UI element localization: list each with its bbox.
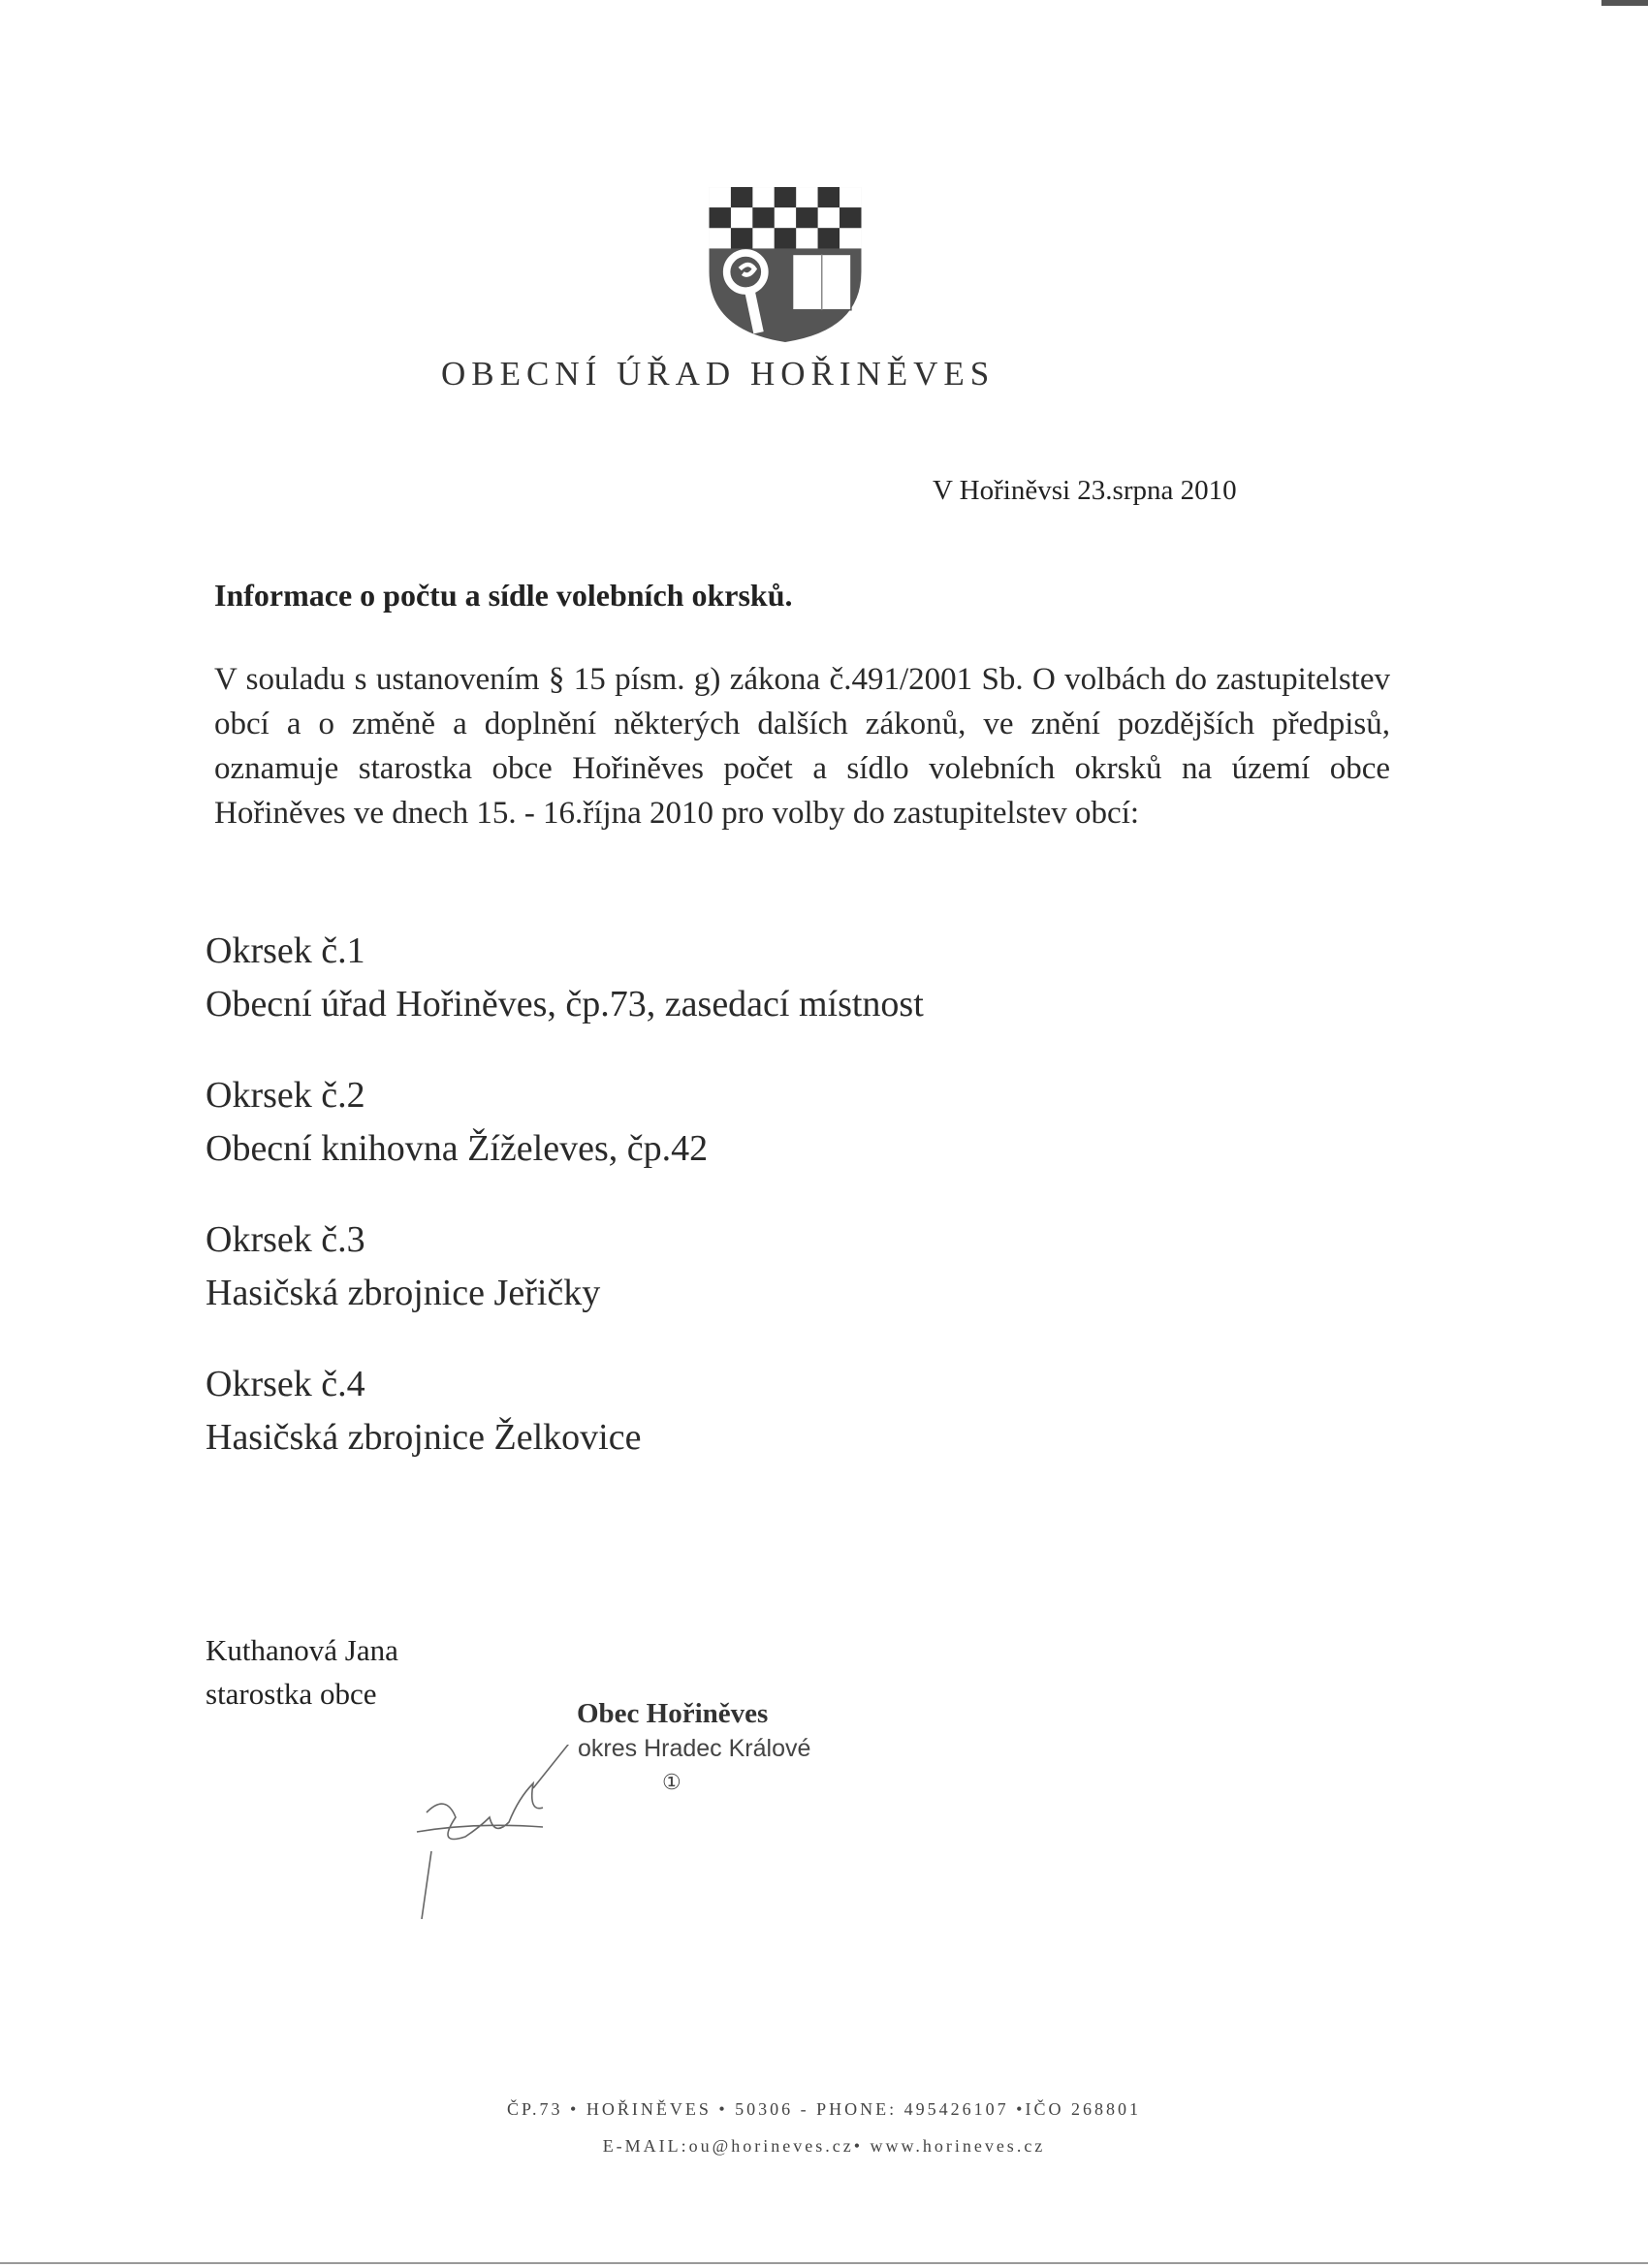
district-2 [206,1069,708,1176]
crest-check [775,187,796,207]
district-location: Obecní knihovna Žíželeves, čp.42 [206,1128,709,1169]
crest-check [796,228,817,248]
crest-check [775,207,796,228]
district-title: Okrsek č.2 [206,1075,365,1116]
scan-edge-mark [1601,0,1648,6]
district-location: Obecní úřad Hořiněves, čp.73, zasedací místnost [206,984,924,1024]
signatory [206,1628,398,1716]
crest-check [731,207,752,228]
letter-paragraph: V souladu s ustanovením § 15 písm. g) zákona č.491/2001 Sb. O volbách do zastupitelstev obcí a o změně a doplnění některých dalších zákonů, ve znění pozdějších předpisů, oznamuje starostka obce Hořiněves počet a sídlo volebních okrsků na území obce Hořiněves ve dnech 15. - 16.října 2010 pro volby do zastupitelstev obcí: [214,662,1390,831]
crest-check [818,228,840,248]
district-3 [206,1213,600,1320]
district-location: Hasičská zbrojnice Želkovice [206,1417,642,1458]
crest-check [731,187,752,207]
district-location: Hasičská zbrojnice Jeřičky [206,1273,601,1313]
crest-check [752,228,774,248]
letter-heading: Informace o počtu a sídle volebních okrsků. [214,578,793,613]
crest-check [796,207,817,228]
district-title: Okrsek č.3 [206,1219,365,1260]
letter-date: V Hořiněvsi 23.srpna 2010 [933,475,1237,506]
crest-check [775,228,796,248]
crest-check [710,207,731,228]
district-title: Okrsek č.1 [206,930,365,971]
crest-check [752,187,774,207]
crest-check [710,187,731,207]
stamp-district: okres Hradec Králové [578,1735,811,1762]
district-1 [206,925,924,1031]
office-name: OBECNÍ ÚŘAD HOŘINĚVES [441,355,996,393]
crest-check [818,187,840,207]
handwritten-signature [407,1745,620,1919]
district-4 [206,1358,641,1465]
crest-check [796,187,817,207]
crest-check [840,187,861,207]
signatory-name: Kuthanová Jana [206,1633,398,1667]
crest-check [840,228,861,248]
coat-of-arms-logo [705,184,866,345]
signatory-role: starostka obce [206,1677,377,1711]
footer-address: ČP.73 • HOŘINĚVES • 50306 - PHONE: 495426107 •IČO 268801 [507,2099,1141,2119]
crest-check [731,228,752,248]
scan-bottom-edge [0,2262,1648,2264]
crest-check [818,207,840,228]
stamp-mark: ① [662,1770,681,1794]
crest-check [710,228,731,248]
crest-check [840,207,861,228]
stamp-title: Obec Hořiněves [577,1698,769,1729]
district-title: Okrsek č.4 [206,1364,365,1404]
crest-check [752,207,774,228]
footer-contact: E-MAIL:ou@horineves.cz• www.horineves.cz [602,2136,1046,2156]
